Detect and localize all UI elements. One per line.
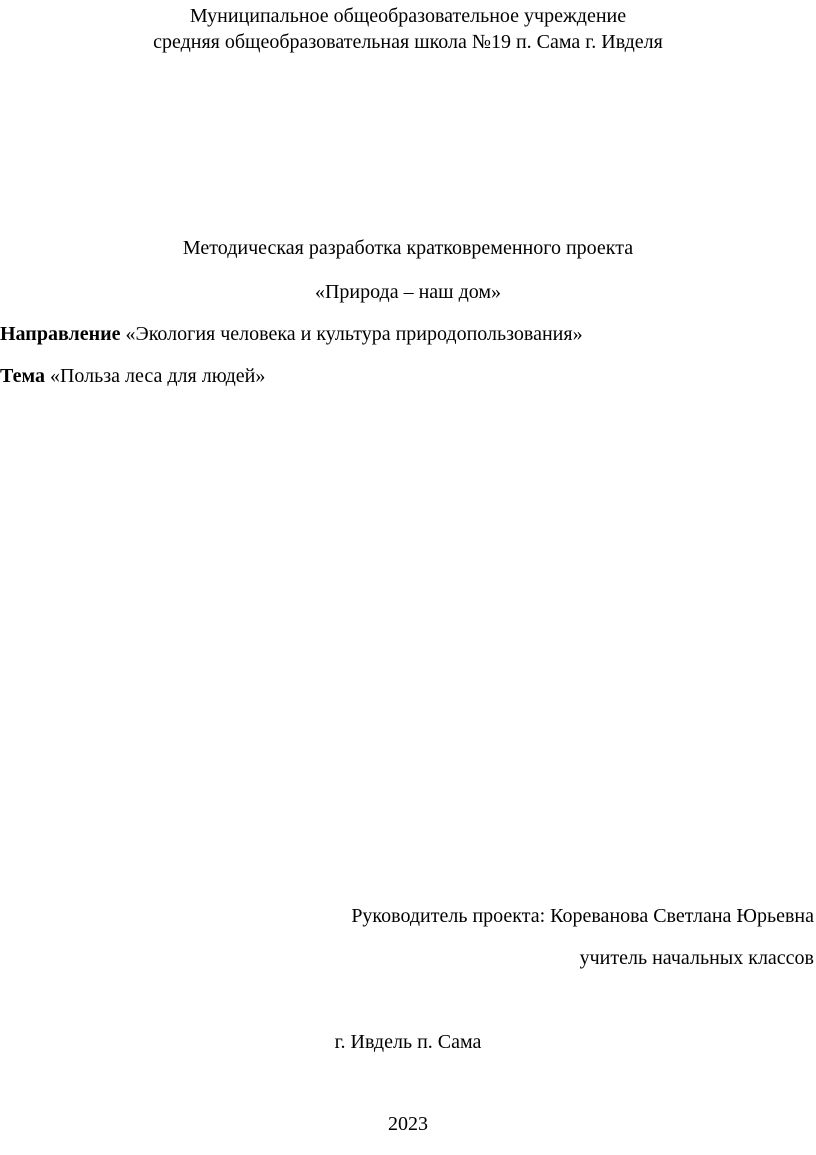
- leader-position: учитель начальных классов: [579, 947, 814, 969]
- institution-line-1: Муниципальное общеобразовательное учреждение: [189, 5, 627, 27]
- project-title-line-1: Методическая разработка кратковременного проекта: [182, 237, 634, 259]
- direction-label: Направление: [0, 323, 121, 345]
- direction-row: [0, 322, 583, 346]
- topic-value: «Польза леса для людей»: [44, 365, 266, 387]
- topic-row: [0, 364, 265, 388]
- project-title-line-2: «Природа – наш дом»: [314, 281, 502, 303]
- year: 2023: [388, 1113, 428, 1135]
- topic-label: Тема: [0, 365, 45, 387]
- institution-line-2: средняя общеобразовательная школа №19 п. Сама г. Ивделя: [153, 31, 663, 53]
- location: г. Ивдель п. Сама: [334, 1031, 482, 1053]
- direction-value: «Экология человека и культура природопользования»: [120, 323, 583, 345]
- project-leader: Руководитель проекта: Кореванова Светлана Юрьевна: [351, 905, 814, 927]
